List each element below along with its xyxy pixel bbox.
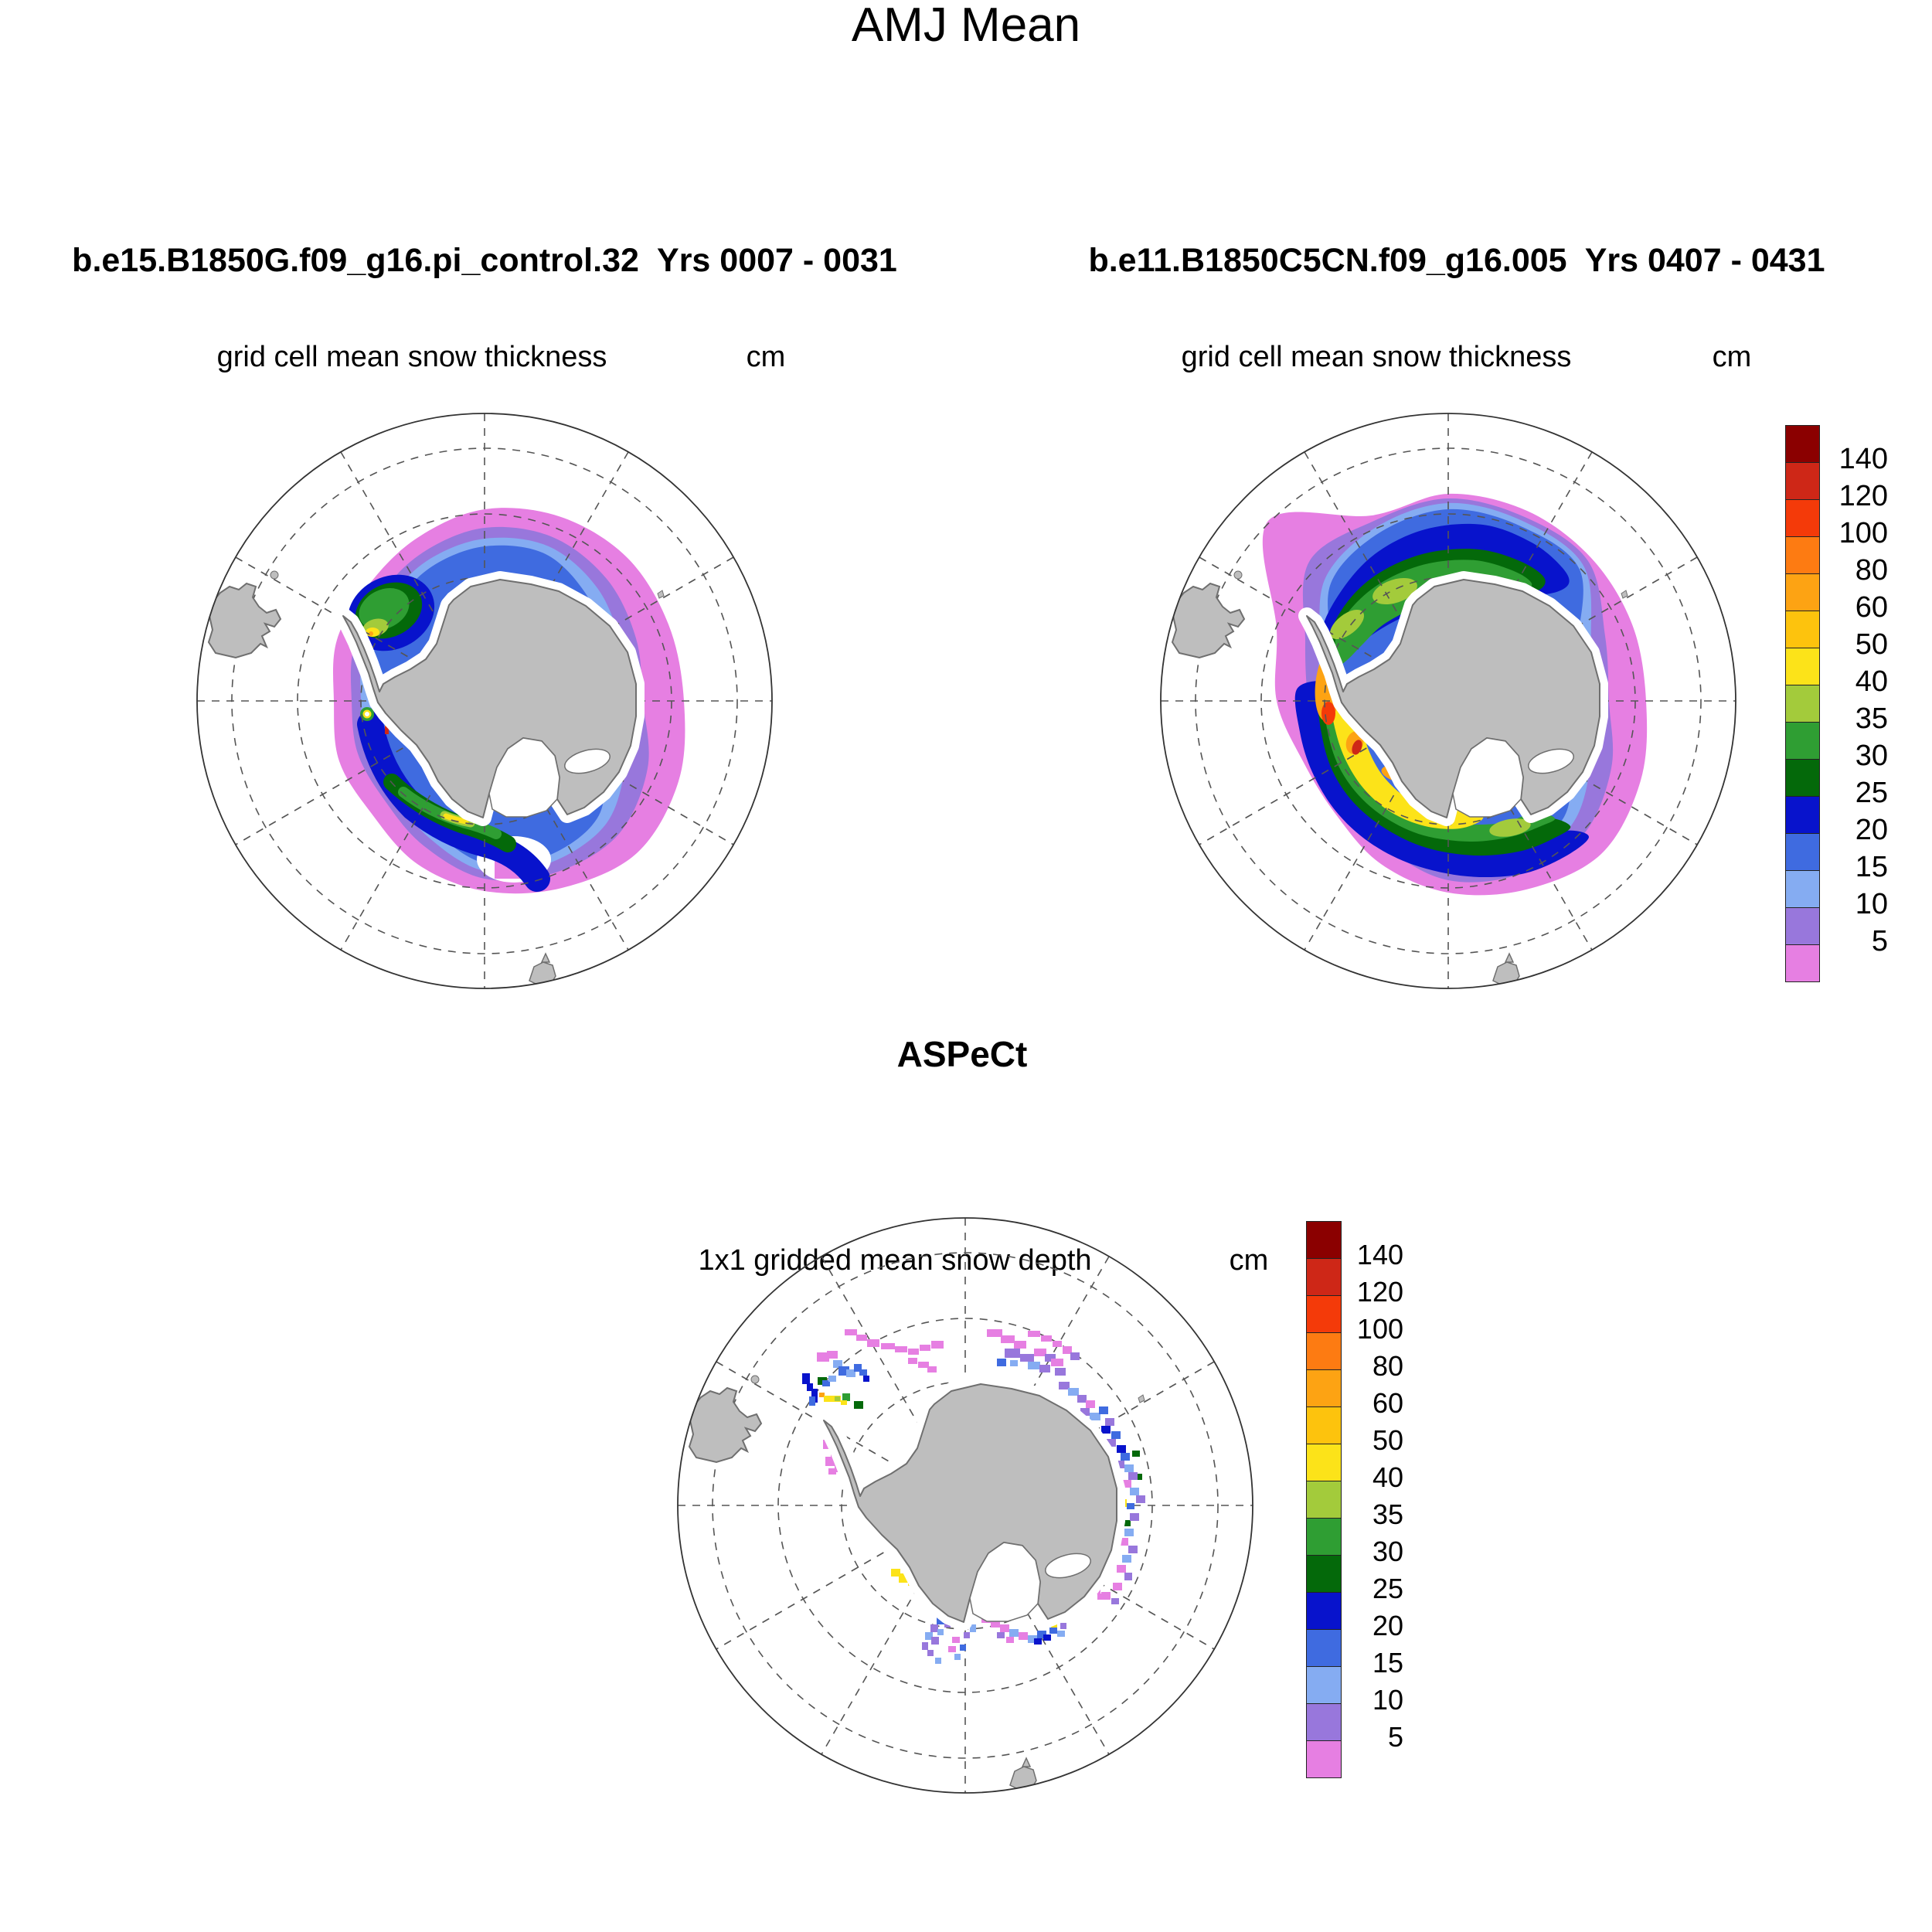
- obs-cell: [927, 1650, 934, 1656]
- colorbar-cell: [1785, 648, 1820, 685]
- colorbar-cell: [1785, 611, 1820, 648]
- south-america: [209, 583, 281, 658]
- obs-cell: [1105, 1418, 1114, 1426]
- obs-cell: [1049, 1628, 1057, 1634]
- colorbar-tick-label: 60: [1855, 591, 1888, 624]
- obs-cell: [927, 1366, 937, 1372]
- left-run-title: b.e15.B1850G.f09_g16.pi_control.32 Yrs 0007 - 0031: [72, 242, 897, 279]
- colorbar-tick-label: 25: [1372, 1573, 1403, 1604]
- obs-cell: [1122, 1555, 1131, 1563]
- obs-cell: [827, 1351, 838, 1359]
- colorbar-cell: [1306, 1592, 1342, 1630]
- obs-cell: [1128, 1546, 1138, 1553]
- colorbar-tick-label: 120: [1838, 480, 1888, 512]
- falkland-islands: [751, 1376, 759, 1383]
- obs-cell: [1028, 1331, 1040, 1337]
- obs-cell: [1055, 1368, 1066, 1376]
- obs-cell: [842, 1393, 850, 1401]
- colorbar-cell: [1785, 722, 1820, 760]
- colorbar-cell: [1785, 499, 1820, 537]
- obs-cell: [1086, 1400, 1095, 1408]
- colorbar-cell: [1785, 573, 1820, 611]
- obs-cell: [1124, 1520, 1131, 1526]
- colorbar-tick-label: 5: [1871, 925, 1888, 957]
- obs-cell: [935, 1658, 941, 1664]
- antarctica: [824, 1384, 1117, 1622]
- colorbar-cell: [1306, 1444, 1342, 1481]
- obs-cell: [1053, 1341, 1062, 1347]
- south-america: [1172, 583, 1244, 658]
- obs-cell: [920, 1345, 930, 1351]
- colorbar-tick-label: 50: [1855, 628, 1888, 661]
- obs-cell: [1034, 1349, 1046, 1356]
- obs-cell: [863, 1376, 869, 1382]
- obs-cell: [1034, 1638, 1042, 1645]
- obs-cell: [841, 1400, 847, 1405]
- map-content: [1161, 413, 1736, 988]
- colorbar-tick-label: 10: [1372, 1684, 1403, 1716]
- kerguelen-island: [658, 590, 664, 598]
- colorbar-cell: [1785, 833, 1820, 871]
- obs-cell: [1124, 1529, 1134, 1536]
- obs-map: [660, 1200, 1270, 1811]
- obs-cell: [1000, 1624, 1009, 1632]
- colorbar-tick-label: 100: [1838, 517, 1888, 549]
- obs-cell: [828, 1468, 836, 1475]
- colorbar-cell: [1306, 1629, 1342, 1667]
- obs-cell: [828, 1376, 836, 1382]
- obs-cell: [1028, 1362, 1040, 1369]
- obs-cell: [854, 1401, 863, 1409]
- south-georgia-island: [335, 439, 349, 449]
- obs-cell: [1121, 1453, 1130, 1461]
- colorbar-tick-label: 20: [1372, 1610, 1403, 1641]
- obs-cell: [1124, 1464, 1134, 1472]
- colorbar-cell: [1306, 1406, 1342, 1444]
- colorbar-tick-label: 140: [1356, 1239, 1403, 1270]
- colorbar-models: [1785, 425, 1932, 1012]
- colorbar-tick-label: 60: [1372, 1387, 1403, 1419]
- obs-cell: [1101, 1426, 1111, 1434]
- south-america: [689, 1388, 761, 1462]
- obs-cell: [835, 1396, 840, 1401]
- colorbar-tick-label: 30: [1372, 1536, 1403, 1567]
- obs-cell: [1060, 1623, 1066, 1629]
- colorbar-cell: [1306, 1740, 1342, 1778]
- colorbar-tick-label: 80: [1855, 554, 1888, 587]
- colorbar-cell: [1306, 1295, 1342, 1333]
- speck-core: [365, 712, 369, 716]
- colorbar-cell: [1306, 1369, 1342, 1407]
- obs-cell: [1041, 1335, 1052, 1342]
- obs-cell: [987, 1329, 1002, 1337]
- obs-cell: [1090, 1413, 1100, 1420]
- obs-cell: [1005, 1349, 1020, 1358]
- obs-section-title: ASPeCt: [896, 1034, 1028, 1074]
- obs-cell: [997, 1359, 1006, 1366]
- model-left-map: [179, 396, 790, 1006]
- obs-cell: [952, 1637, 960, 1643]
- colorbar-cell: [1306, 1518, 1342, 1556]
- obs-cell: [1009, 1629, 1019, 1637]
- obs-cell: [859, 1369, 867, 1376]
- obs-cell: [964, 1632, 970, 1638]
- obs-cell: [931, 1637, 939, 1645]
- obs-cell: [930, 1624, 938, 1632]
- model-right-map: [1143, 396, 1753, 1006]
- kerguelen-island: [1138, 1395, 1145, 1403]
- colorbar-tick-label: 50: [1372, 1424, 1403, 1456]
- obs-cell: [1020, 1354, 1034, 1362]
- figure-title: AMJ Mean: [851, 0, 1081, 52]
- obs-cell: [1132, 1451, 1140, 1457]
- right-units-label: cm: [1712, 341, 1752, 373]
- colorbar-cell: [1306, 1481, 1342, 1519]
- colorbar-cell: [1785, 462, 1820, 500]
- obs-cell: [1010, 1360, 1018, 1366]
- obs-cell: [922, 1642, 928, 1650]
- obs-cell: [948, 1646, 956, 1652]
- map-content: [678, 1218, 1253, 1793]
- obs-cell: [1014, 1341, 1026, 1349]
- obs-cell: [960, 1645, 966, 1651]
- colorbar-tick-label: 100: [1356, 1313, 1403, 1345]
- land-layer: [209, 439, 664, 985]
- colorbar-tick-label: 5: [1387, 1721, 1403, 1753]
- colorbar-cell: [1785, 536, 1820, 574]
- colorbar-cell: [1306, 1221, 1342, 1259]
- obs-cell: [1019, 1632, 1028, 1640]
- obs-cell: [1039, 1365, 1050, 1372]
- obs-cell: [908, 1349, 919, 1355]
- left-units-label: cm: [746, 341, 786, 373]
- obs-cell: [867, 1339, 879, 1347]
- colorbar-tick-label: 40: [1855, 665, 1888, 698]
- obs-cell: [845, 1329, 857, 1335]
- obs-cell: [1124, 1573, 1132, 1580]
- map-content: [197, 413, 772, 988]
- obs-cell: [1117, 1445, 1126, 1453]
- obs-cell: [1043, 1634, 1051, 1641]
- colorbar-tick-label: 30: [1855, 740, 1888, 772]
- colorbar-tick-label: 15: [1855, 851, 1888, 883]
- colorbar-cell: [1785, 907, 1820, 945]
- obs-cell: [1001, 1335, 1015, 1343]
- obs-cell: [1059, 1382, 1070, 1389]
- right-map-subtitle: grid cell mean snow thickness: [1181, 341, 1572, 373]
- colorbar-cell: [1306, 1258, 1342, 1296]
- obs-cell: [895, 1346, 907, 1352]
- colorbar-tick-label: 140: [1838, 443, 1888, 475]
- obs-cell: [1127, 1503, 1134, 1509]
- colorbar-tick-label: 120: [1356, 1276, 1403, 1308]
- south-georgia-island: [1299, 439, 1312, 449]
- colorbar-tick-label: 25: [1855, 777, 1888, 809]
- land-layer: [689, 1243, 1145, 1790]
- obs-cell: [1068, 1388, 1079, 1396]
- colorbar-tick-label: 35: [1372, 1498, 1403, 1530]
- obs-cell: [881, 1343, 895, 1349]
- obs-cell: [1057, 1631, 1065, 1637]
- right-run-title: b.e11.B1850C5CN.f09_g16.005 Yrs 0407 - 0431: [1088, 242, 1825, 279]
- obs-cell: [1130, 1488, 1139, 1495]
- south-georgia-island: [816, 1243, 829, 1253]
- obs-map-subtitle: 1x1 gridded mean snow depth: [698, 1244, 1092, 1277]
- falkland-islands: [1234, 571, 1242, 579]
- obs-cell: [1130, 1513, 1139, 1521]
- colorbar-cell: [1306, 1332, 1342, 1370]
- colorbar-cell: [1785, 944, 1820, 982]
- obs-cell: [1113, 1583, 1122, 1590]
- colorbar-tick-label: 40: [1372, 1461, 1403, 1493]
- obs-cell: [802, 1373, 810, 1384]
- obs-cell: [1097, 1594, 1105, 1600]
- colorbar-cell: [1785, 759, 1820, 797]
- obs-cell: [931, 1341, 944, 1349]
- colorbar-cell: [1306, 1703, 1342, 1741]
- peninsula-100cm: [1321, 702, 1335, 725]
- colorbar-cell: [1785, 425, 1820, 463]
- colorbar-cell: [1785, 796, 1820, 834]
- colorbar-tick-label: 35: [1855, 702, 1888, 735]
- obs-cell: [954, 1654, 961, 1660]
- obs-cell: [1111, 1431, 1121, 1439]
- colorbar-tick-label: 10: [1855, 888, 1888, 920]
- obs-cell: [1070, 1352, 1080, 1360]
- obs-cell: [1111, 1598, 1119, 1604]
- obs-cell: [1006, 1637, 1014, 1643]
- kerguelen-island: [1621, 590, 1628, 598]
- obs-cell: [1117, 1565, 1126, 1573]
- colorbar-cell: [1785, 685, 1820, 723]
- colorbar-cell: [1306, 1555, 1342, 1593]
- colorbar-tick-label: 20: [1855, 814, 1888, 846]
- colorbar-cell: [1785, 870, 1820, 908]
- colorbar-tick-label: 80: [1372, 1350, 1403, 1382]
- obs-cell: [856, 1335, 867, 1341]
- obs-cell: [918, 1362, 929, 1368]
- obs-cell: [1051, 1359, 1063, 1366]
- obs-units-label: cm: [1229, 1244, 1269, 1277]
- obs-cell: [908, 1358, 917, 1364]
- obs-cell: [1136, 1495, 1145, 1503]
- obs-cell: [819, 1393, 825, 1397]
- colorbar-tick-label: 15: [1372, 1647, 1403, 1679]
- left-map-subtitle: grid cell mean snow thickness: [216, 341, 607, 373]
- obs-cell: [809, 1396, 815, 1406]
- colorbar-obs: [1306, 1221, 1461, 1808]
- obs-cell: [1099, 1406, 1108, 1414]
- falkland-islands: [270, 571, 278, 579]
- obs-cell: [937, 1629, 944, 1635]
- obs-cell: [824, 1396, 832, 1402]
- colorbar-cell: [1306, 1666, 1342, 1704]
- obs-cell: [997, 1632, 1005, 1638]
- obs-cell: [1077, 1395, 1087, 1403]
- obs-cell: [1128, 1472, 1138, 1480]
